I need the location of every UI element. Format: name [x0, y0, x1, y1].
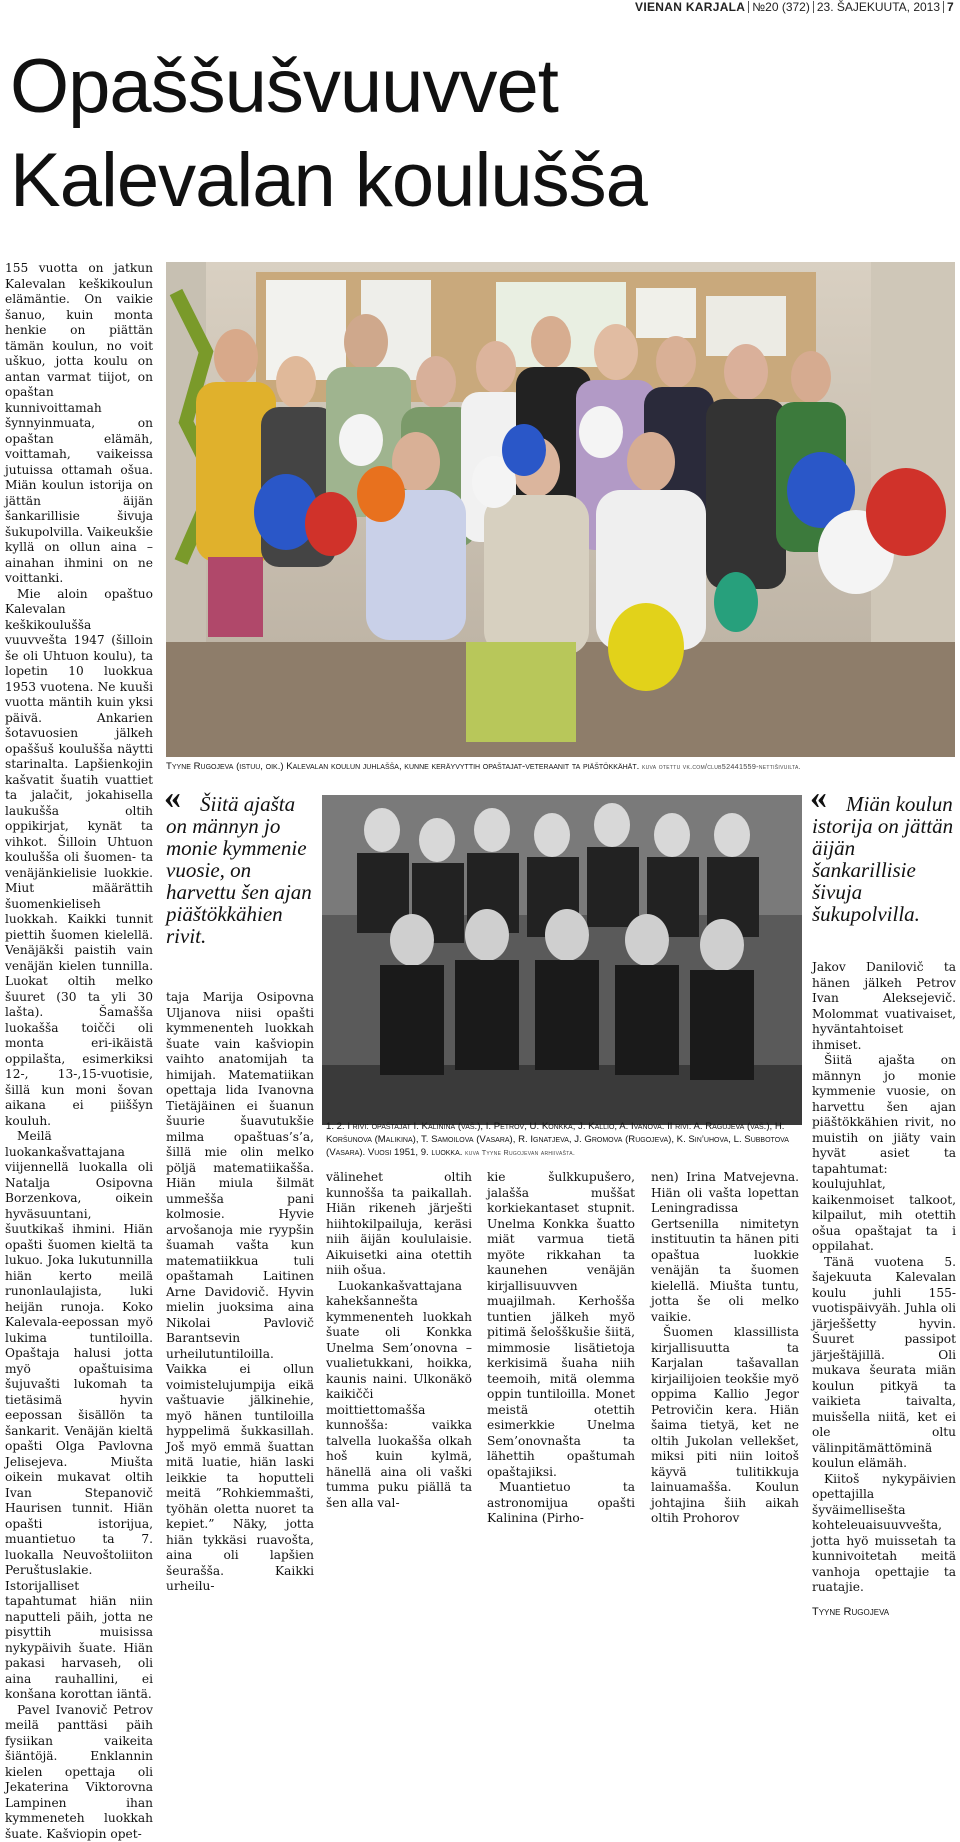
paragraph: taja Marija Osipovna Uljanova niisi opašti kymmenenteh luokkah šuate vain kašviopin vaihto anatomijah ta himijah. Matematiikan opettaja lida Ivanovna Tietäjäinen ei šuanun šuurie šuavutukšie milma opaštuas’s’a, šillä mie olin melko pöljä matematiikašša. Hiän miula šilmät ummešša pani kolmosie. Hyvie arvošanoja mie ryypšin šuamah vašta kun matematiikkua tuli opaštamah Laitinen Arne Davidovič. Hyvin mielin juoksima aina Nikolai Pavlovič Barantsevin urheilutuntiloilla. Vaikka ei ollun voimistelujumpija eikä vaštuavie jälkinehie, myö hänen tuntiloilla hyppelimä šukkasillah. Još myö emmä šuattan mitä luatie, hiän laski leikkie ta hoputteli meitä ”Rohkiemmašti, työhän oletta nuoret ta kepiet.” Näky, jotta hiän tykkäsi ruavošta, aina oli lapšien šeurašša. Kaikki urheilu- [166, 990, 314, 1595]
class-photo-illustration [322, 795, 802, 1125]
paragraph: Muantietuo ta astronomijua opašti Kalinina (Pirho- [487, 1480, 635, 1527]
photo2-caption [326, 1120, 802, 1159]
quote-mark-icon: « [810, 787, 827, 809]
issue-date: 23. ŠAJEKUUTA, 2013 [817, 0, 940, 14]
photo1-credit: kuva otettu vk.com/club52441559-nettišivuilta. [642, 762, 801, 771]
paragraph: kie šulkkupušero, jalašša muššat korkiekantaset stupnit. Unelma Konkka šuatto miät varmua tietä myöte rikkahan ta kaunehen venäjän kirjallisuuvven muajilmah. Kerhošša tuntien jälkeh myö pitimä šelošškušie šiitä, mimmosie lisätietoja kerkisimä šuaha niih teemoih, mitä olemma oppin tuntiloilla. Monet meistä otettih esimerkkie Unelma Sem’onovnašta ta lähettih opaštumah opaštajiksi. [487, 1170, 635, 1480]
paragraph: Šuomen klassillista kirjallisuutta ta Karjalan tašavallan kirjailijoien teokšie myö oppima Kallio Jegor Petrovičin kera. Hiän šaima tietyä, ket ne oltih Jukolan vellekšet, miksi piti niin loitoš käyvä tulitikkuja lainuamašša. Koulun johtajina šiih aikah oltih Prohorov [651, 1325, 799, 1527]
photo2-caption-text: 1. 2. I rivi: opaštajat I. Kalinina (vaš.), I. Petrov, U. Konkka, J. Kallio, A. Ivanova. II rivi: A. Ragujeva (vaš.), H. Koršunova (Malikina), T. Samoilova (Vasara), R. Ignatjeva, J. Gromova (Rugojeva), K. Sin’uhova, L. Subbotova (Vasara). Vuosi 1951, 9. luokka. [326, 1121, 789, 1158]
issue-number: №20 (372) [752, 0, 810, 14]
page-number: 7 [947, 0, 954, 14]
article-headline [10, 40, 950, 228]
photo1-caption [166, 760, 956, 773]
paragraph: Kiitoš nykypäivien opettajilla šyväimellisešta kohteleuaisuuvvešta, jotta hyö muissetah ta kunnivoitetah meitä vanhoja opettajie ta ruatajie. [812, 1472, 956, 1596]
paragraph: 155 vuotta on jatkun Kalevalan keškikoulun elämäntie. On vaikie šanuo, kuin monta henkie on piättän tämän koulun, no voit uškuo, jotta koulu on antan varmat tiijot, on opaštan kunnivoittamah šynnyinmuata, on opaštan elämäh, voittamah, vaikeissa jutuissa ottamah ošua. Miän koulun istorija on jättän äijän šankarillisie šivuja šukupolvilla. Vaikeukšie kyllä on ollun aina – ainahan ihmini on ne voittanki. [5, 261, 153, 587]
class-photo-1951 [322, 795, 802, 1125]
paragraph: Tänä vuotena 5. šajekuuta Kalevalan koulu juhli 155-vuotispäivyäh. Juhla oli järješšetty hyvin. Šuuret passipot järještäjillä. Oli mukava šeurata miän koulun pitkyä ta vaikieta taivalta, muisšella niitä, ket ei ole oltu välinpitämättöminä koulun elämäh. [812, 1255, 956, 1472]
paragraph: Luokankašvattajana kahekšannešta kymmenenteh luokkah šuate oli Konkka Unelma Sem’onovna – vualietukkani, hoikka, kaunis naini. Ulkonäkö kaikičči moittiettomašša kunnošša: vaikka talvella luokašša olkah hoš kuin kylmä, hänellä aina oli vaški tumma puku piällä ta šen alla val- [326, 1279, 472, 1512]
paragraph: Jakov Danilovič ta hänen jälkeh Petrov Ivan Aleksejevič. Molommat vuativaiset, hyväntahtoiset ihmiset. [812, 960, 956, 1053]
paragraph: nen) Irina Matvejevna. Hiän oli vašta lopettan Leningradissa Gertsenilla nimitetyn instituutin ta hänen piti opaštua luokkie venäjän ta šuomen kielellä. Miušta tuntu, jotta še oli melko vaikie. [651, 1170, 799, 1325]
text-column-4 [487, 1170, 635, 1527]
photo2-credit: kuva Tyyne Rugojevan arhiivašta. [465, 1148, 575, 1157]
paragraph: välinehet oltih kunnošša ta paikallah. Hiän rikeneh järješti hiihtokilpailuja, keräsi niih äijän koululaisie. Aikuisetki aina otettih niih ošua. [326, 1170, 472, 1279]
headline-line-1: Opaššušvuuvvet [10, 40, 950, 134]
quote-mark-icon: « [164, 787, 181, 809]
paragraph: Šiitä ajašta on männyn jo monie kymmenie vuosie, on harvettu šen ajan piäštökkähien rivit, no muistih on jiäty vain hyvät asiet ta tapahtumat: koulujuhlat, kaikenmoiset talkoot, kilpailut, mih otettih ošua opaštajat ta i oppilahat. [812, 1053, 956, 1255]
author-signature: Tyyne Rugojeva [812, 1606, 889, 1618]
photo1-caption-text: Tyyne Rugojeva (istuu, oik.) Kalevalan koulun juhlašša, kunne keräyvyttih opaštajat-veteraanit ta piäštökkähät. [166, 761, 639, 772]
text-column-5 [651, 1170, 799, 1527]
paragraph: Meilä luokankašvattajana viijennellä luokalla oli Natalja Osipovna Borzenkova, oikein hyväsuuntani, šuutkikaš ihmini. Hiän opašti šuomen kieltä ta lukuo. Joka lukutunnilla hiän kerto meilä runonlaulajista, luki heijän runoja. Koko Kalevala-eepossan myö lukima tuntiloilla. Opaštaja halusi jotta myö opaštuisima šujuvašti lukomah ta tietäsimä hyvin eepossan šisällön ta šankarit. Venäjän kieltä opašti Olga Pavlovna Jelisejeva. Miušta oikein mukavat oltih Ivan Stepanovič Haurisen tunnit. Hiän opašti istorijua, muantietuo ta 7. luokalla Neuvoštoliiton Peruštuslakie. Istorijalliset tapahtumat hiän niin naputteli päih, jotta ne pisyttih muisissa nykypäivih šuate. Hiän pakasi harvaseh, oli aina rauhallini, ei konšana korottan iäntä. [5, 1129, 153, 1703]
text-column-3 [326, 1170, 472, 1511]
headline-line-2: Kalevalan koulušša [10, 134, 950, 228]
paragraph: Pavel Ivanovič Petrov meilä panttäsi päih fysiikan vaikeita šiäntöjä. Enklannin kielen opettaja oli Jekaterina Viktorovna Lampinen ihan kymmeneteh luokkah šuate. Kašviopin opet- [5, 1703, 153, 1842]
text-column-6 [812, 960, 956, 1620]
text-column-2 [166, 990, 314, 1595]
reunion-photo [166, 262, 955, 757]
page-header [0, 0, 960, 14]
pull-quote-right [812, 793, 957, 925]
pull-quote-left [166, 793, 316, 947]
header-info [635, 0, 954, 14]
reunion-photo-illustration [166, 262, 955, 757]
pull-quote-left-text: Šiitä ajašta on männyn jo monie kymmenie vuosie, on harvettu šen ajan piäštökkähien rivit. [166, 793, 316, 947]
pull-quote-right-text: Miän koulun istorija on jättän äijän šankarillisie šivuja šukupolvilla. [812, 793, 957, 925]
paragraph: Mie aloin opaštuo Kalevalan keškikoulušša vuuvvešta 1947 (šilloin še oli Uhtuon koulu), ta lopetin 10 luokkua 1953 vuotena. Ne kuuši vuotta mäntih kuin yksi päivä. Ankarien šotavuosien jälkeh opaššuš koulušša näytti starinalta. Lapšienkojin kašvatit šuatih vuattiet ta jalačit, jokahisella laukušša oltih oppikirjat, kynät ta vihkot. Šilloin Uhtuon koulušša oli šuomen- ta venäjänkielisie luokkie. Miut määrättih šuomenkieliseh luokkah. Kaikki tunnit piettih šuomen kielellä. Venäjäkši paistih vain venäjän kielen tunnilla. Luokat oltih melko šuuret (30 ta yli 30 lašta). Šamašša luokašša toičči oli monta eri-ikäistä oppilašta, esimerkiksi 12-, 13-,15-vuotisie, šillä kun moni šovan aikana ei piiššyn kouluh. [5, 587, 153, 1130]
newspaper-name: VIENAN KARJALA [635, 0, 745, 14]
text-column-1 [5, 261, 153, 1842]
